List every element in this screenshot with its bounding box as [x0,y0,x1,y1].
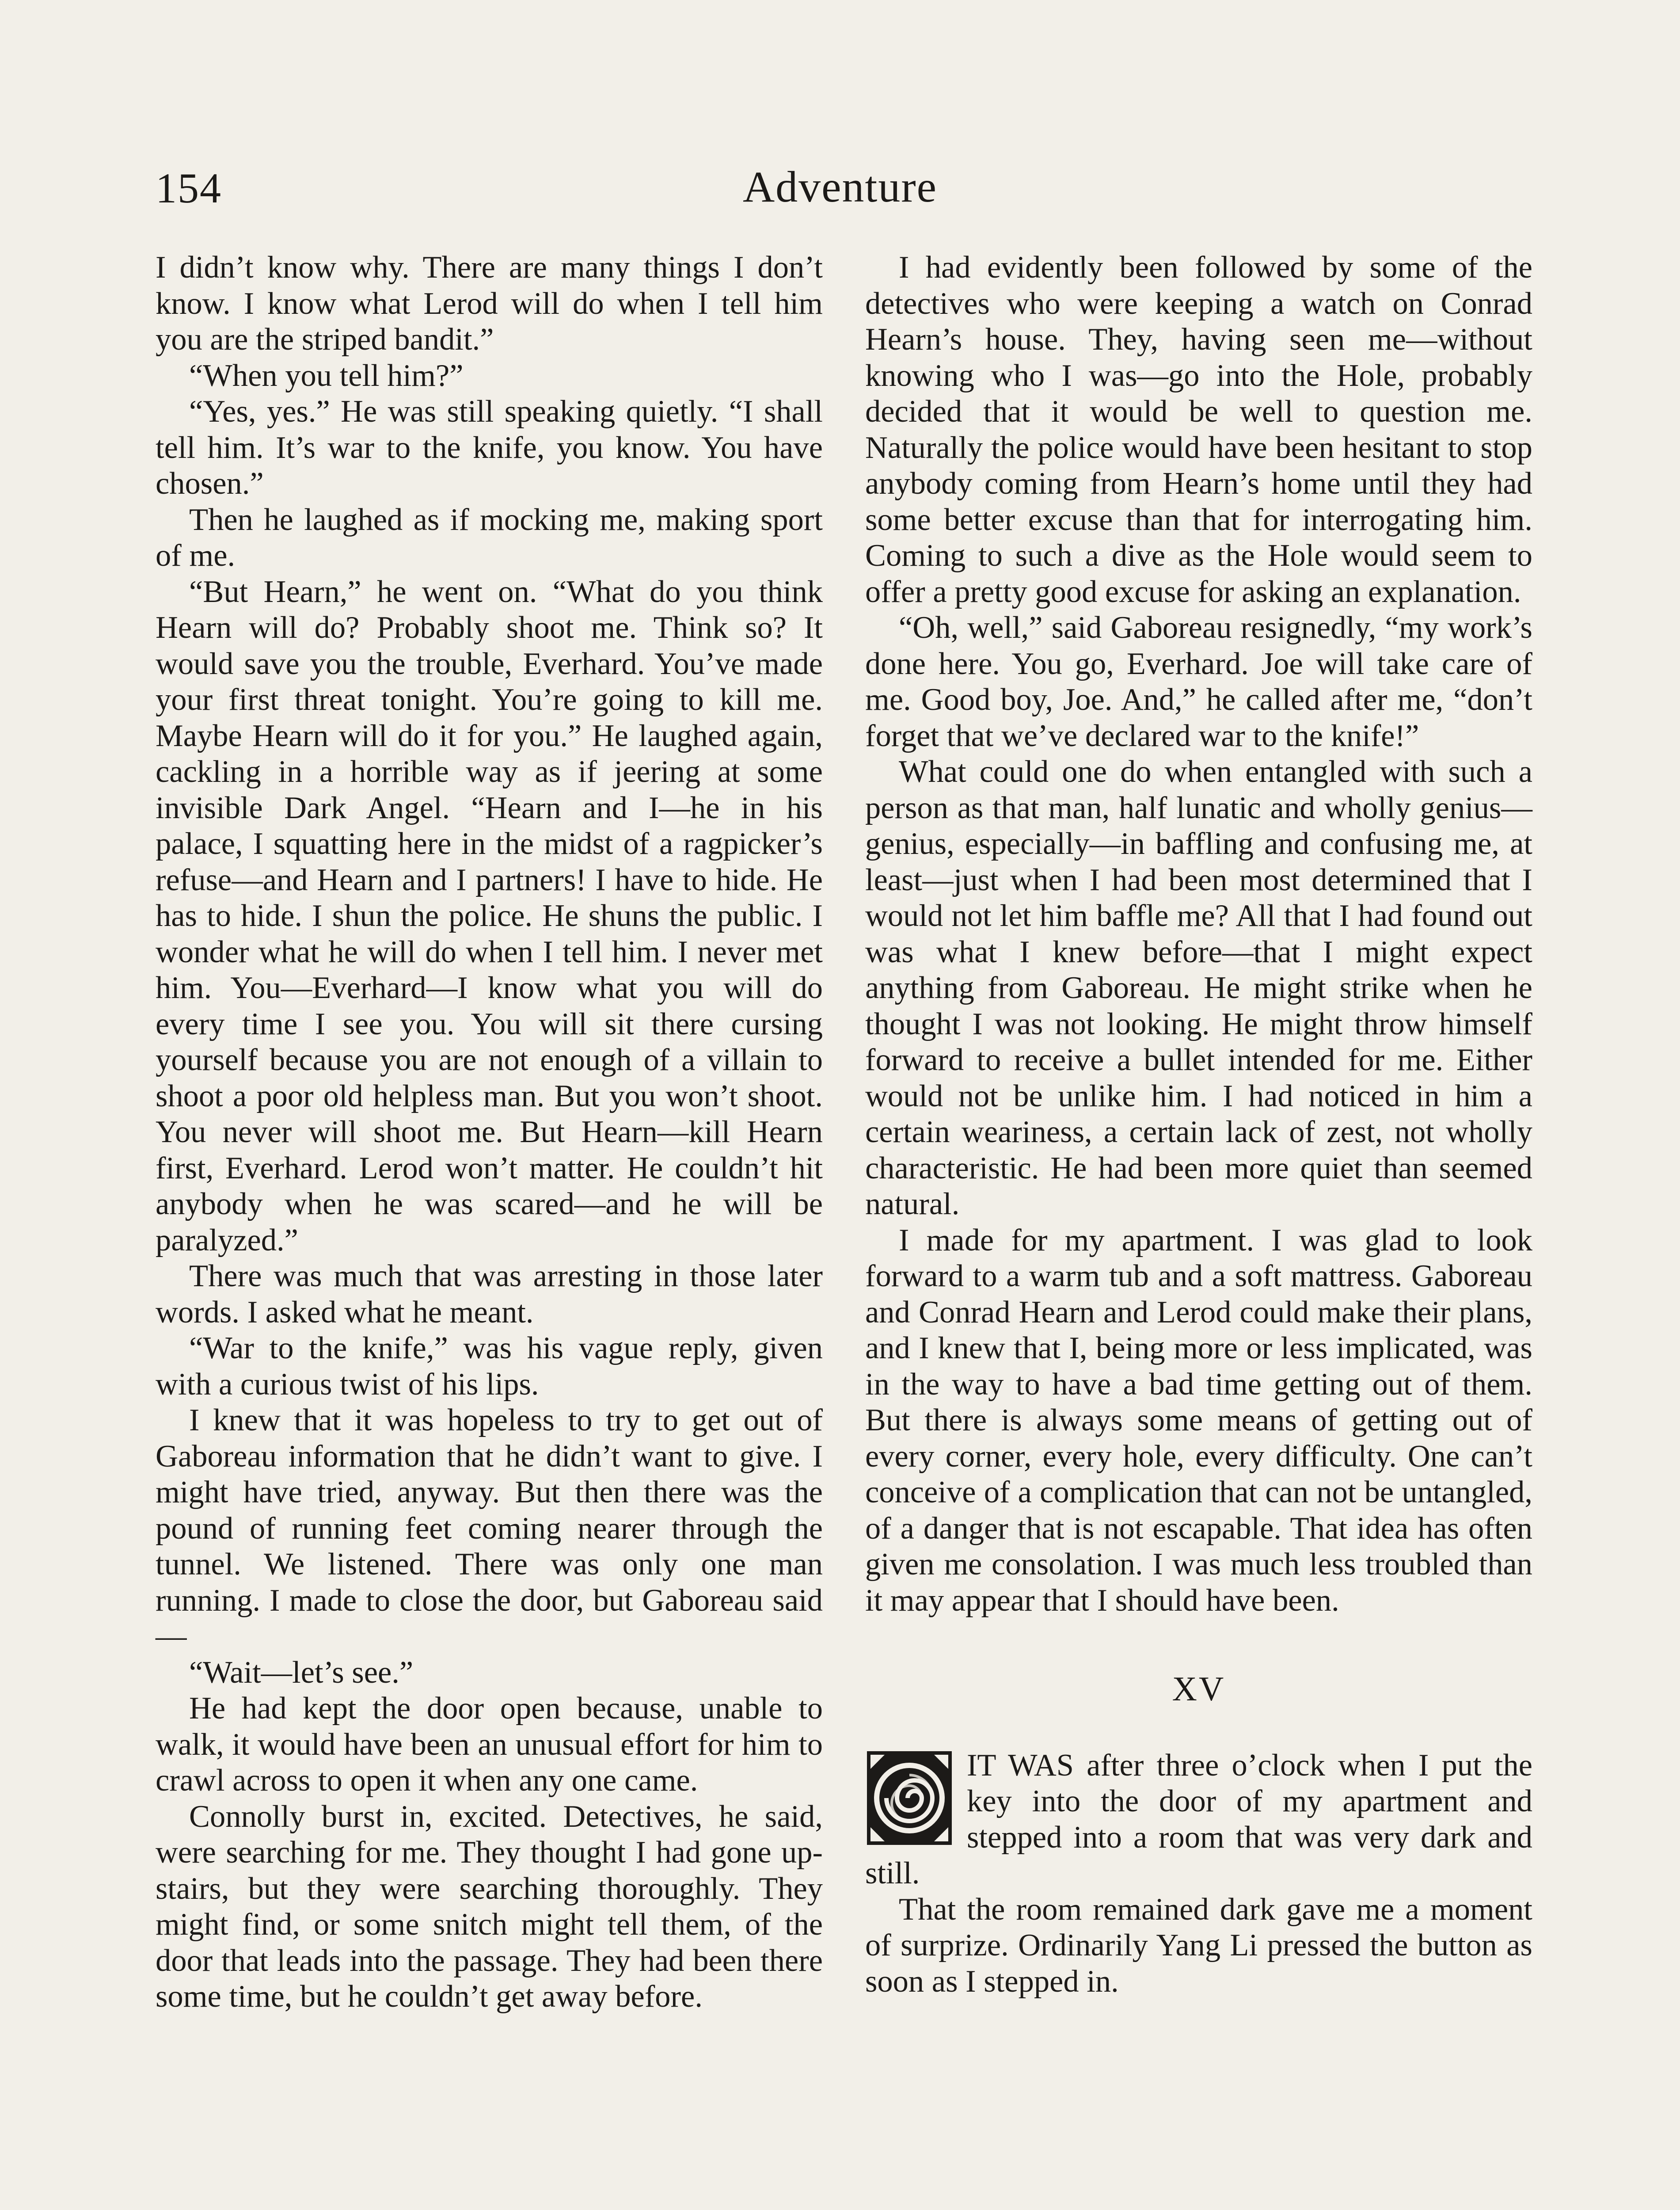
page-number: 154 [156,164,222,212]
chapter-opening-paragraph [865,1748,1532,1892]
paragraph: That the room remained dark gave me a moment of surprize. Ordinarily Yang Li pressed the button as soon as I stepped in. [865,1892,1532,1999]
paragraph: “Oh, well,” said Gaboreau resignedly, “my work’s done here. You go, Everhard. Joe will take care of me. Good boy, Joe. And,” he called after me, “don’t forget that we’ve declared war to the knife!” [865,610,1532,753]
paragraph: “When you tell him?” [189,358,464,393]
swirl-ornament-icon [865,1749,954,1847]
right-column [865,250,1532,2000]
paragraph: “Yes, yes.” He was still speaking quietly. “I shall tell him. It’s war to the knife, you know. You have chosen.” [156,394,823,501]
chapter-heading: XV [1172,1669,1226,1708]
left-column [156,250,823,2015]
magazine-title: Adventure [742,162,938,211]
paragraph: I didn’t know why. There are many things I don’t know. I know what Lerod will do when I tell him you are the striped bandit.” [156,250,823,357]
paragraph: “Wait—let’s see.” [189,1655,414,1690]
paragraph: What could one do when entangled with such a person as that man, half lunatic and wholly genius—genius, especially—in baffling and confusing me, at least—just when I had been most determined that I would not let him baffle me? All that I had found out was what I knew before—that I might expect anything from Gaboreau. He might strike when he thought I was not looking. He might throw himself forward to receive a bullet intended for me. Either would not be unlike him. I had noticed in him a certain weariness, a certain lack of zest, not wholly characteristic. He had been more quiet than seemed natural. [865,754,1532,1221]
paragraph: There was much that was arresting in those later words. I asked what he meant. [156,1259,823,1330]
paragraph: “But Hearn,” he went on. “What do you think Hearn will do? Probably shoot me. Think so? It would save you the trouble, Everhard. You’ve made your first threat tonight. You’re going to kill me. Maybe Hearn will do it for you.” He laughed again, cackling in a horrible way as if jeering at some invisible Dark Angel. “Hearn and I—he in his palace, I squatting here in the midst of a ragpicker’s refuse—and Hearn and I partners! I have to hide. He has to hide. I shun the police. He shuns the public. I wonder what he will do when I tell him. I never met him. You—Everhard—I know what you will do every time I see you. You will sit there cursing yourself because you are not enough of a villain to shoot a poor old helpless man. But you won’t shoot. You never will shoot me. But Hearn—kill Hearn first, Everhard. Lerod won’t matter. He couldn’t hit anybody when he was scared—and he will be paralyzed.” [156,574,823,1257]
paragraph: He had kept the door open because, unable to walk, it would have been an unusual effort for him to crawl across to open it when any one came. [156,1691,823,1798]
paragraph: I knew that it was hopeless to try to get out of Gaboreau information that he didn’t want to give. I might have tried, anyway. But then there was the pound of running feet coming nearer through the tunnel. We listened. There was only one man running. I made to close the door, but Gaboreau said— [156,1403,823,1654]
paragraph: Then he laughed as if mocking me, making sport of me. [156,502,823,573]
paragraph: I had evidently been followed by some of the detectives who were keeping a watch on Conrad Hearn’s house. They, having seen me—without knowing who I was—go into the Hole, probably decided that it would be well to question me. Naturally the police would have been hesitant to stop anybody coming from Hearn’s home until they had some better excuse than that for interrogating him. Coming to such a dive as the Hole would seem to offer a pretty good excuse for asking an explanation. [865,250,1532,609]
paragraph: “War to the knife,” was his vague reply, given with a curious twist of his lips. [156,1331,823,1402]
paragraph: I made for my apartment. I was glad to look forward to a warm tub and a soft mattress. Gaboreau and Conrad Hearn and Lerod could make their plans, and I knew that I, being more or less implicated, was in the way to have a bad time getting out of them. But there is always some means of getting out of every corner, every hole, every difficulty. One can’t conceive of a complication that can not be untangled, of a danger that is not escapable. That idea has often given me consolation. I was much less troubled than it may appear that I should have been. [865,1223,1532,1618]
paragraph: Connolly burst in, excited. Detectives, he said, were searching for me. They thought I had gone up-stairs, but they were searching thoroughly. They might find, or some snitch might tell them, of the door that leads into the passage. They had been there some time, but he couldn’t get away before. [156,1799,823,2014]
chapter-opening-text: IT WAS after three o’clock when I put the key into the door of my apartment and stepped into a room that was very dark and still. [865,1748,1532,1890]
